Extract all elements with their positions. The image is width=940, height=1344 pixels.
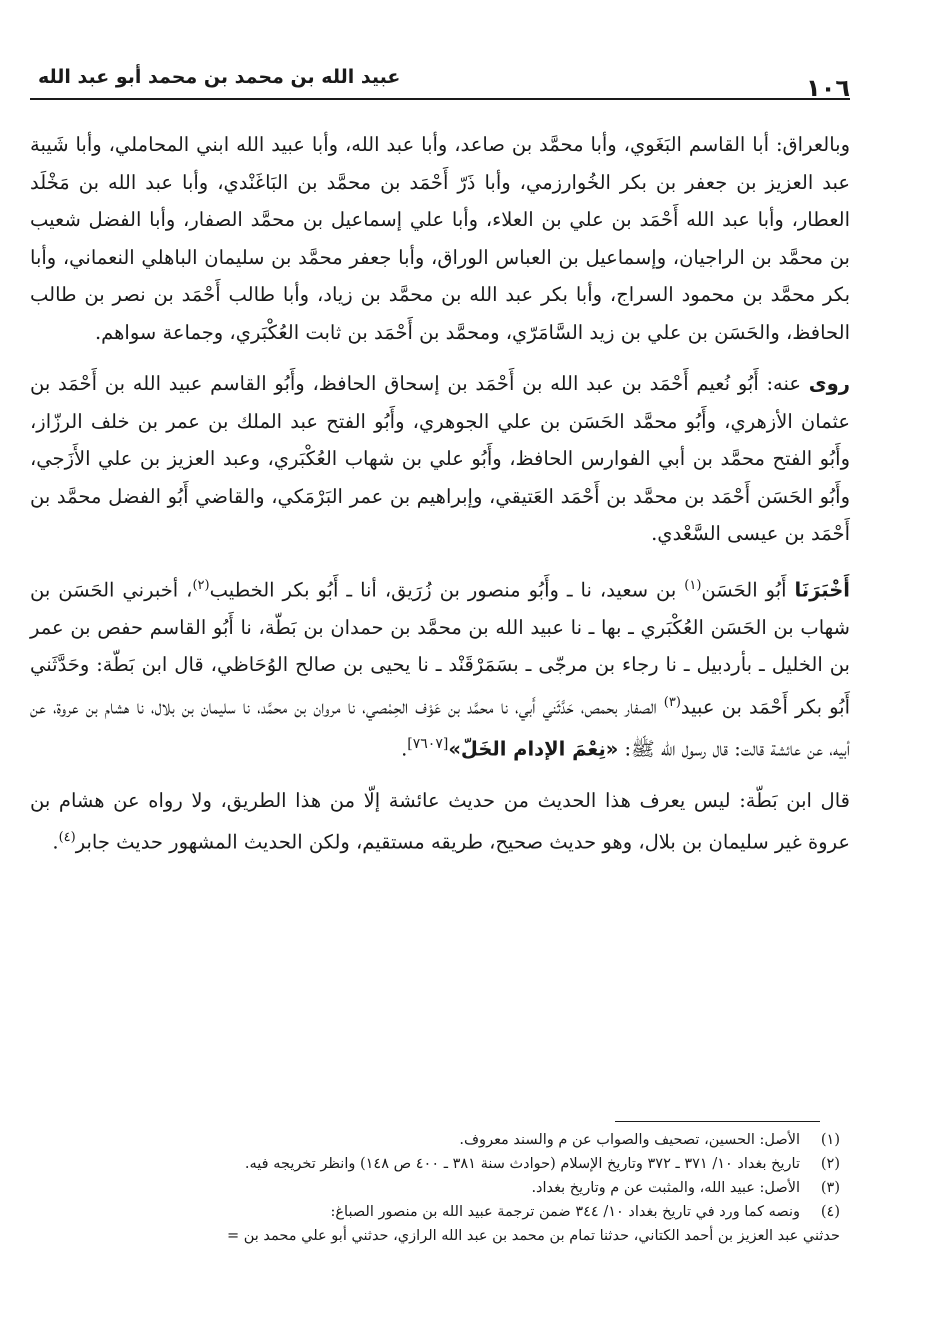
page-header bbox=[30, 52, 850, 100]
hadith-text: «نِعْمَ الإدام الخَلّ» bbox=[448, 737, 619, 760]
paragraph-text: بن سعيد، نا ـ وأَبُو منصور بن زُرَيق، أنا ـ أَبُو بكر الخطيب bbox=[209, 578, 685, 601]
paragraph-text: ، أخبرني الحَسَن بن شهاب بن الحَسَن العُكْبَري ـ بها ـ نا عبيد الله بن محمَّد بن حمدان بن بَطّة، نا أَبُو القاسم حفص بن عمر بن الخليل ـ بأردبيل ـ نا رجاء بن مرجّى ـ بسَمَرْقَنْد ـ نا يحيى بن صالح الوُحَاظي، قال ابن بَطّة: وحَدَّثَني أَبُو بكر أَحْمَد بن عبيد bbox=[30, 578, 850, 718]
footnote-marker-4[interactable]: (٤) bbox=[58, 830, 76, 845]
footnote-number: (١) bbox=[820, 1132, 840, 1148]
footnote-marker-3[interactable]: (٣) bbox=[663, 694, 681, 710]
paragraph-text: أَبُو الحَسَن bbox=[701, 578, 795, 601]
hadith-number: [٧٦٠٧] bbox=[407, 735, 449, 752]
main-text bbox=[30, 126, 850, 871]
footnote-text: الأصل: الحسين، تصحيف والصواب عن م والسند معروف. bbox=[459, 1132, 800, 1148]
footnote-text: ونصه كما ورد في تاريخ بغداد ١٠/ ٣٤٤ ضمن ترجمة عبيد الله بن منصور الصباغ: bbox=[330, 1204, 800, 1220]
paragraph-narrators bbox=[30, 365, 850, 553]
paragraph-lead: روى bbox=[808, 372, 850, 395]
paragraph-end: . bbox=[401, 737, 408, 760]
footnote-number: (٤) bbox=[820, 1204, 840, 1220]
paragraph-teachers: وبالعراق: أبا القاسم البَغَوي، وأبا محمَّد بن صاعد، وأبا عبد الله، وأبا عبيد الله ابني المحاملي، وأبا شَيبة عبد العزيز بن جعفر بن بكر الخُوارزمي، وأبا ذَرّ أَحْمَد بن محمَّد بن البَاغَنْدي، وأبا عبد الله بن مَخْلَد العطار، وأبا عبد الله أَحْمَد بن علي بن العلاء، وأبا علي إسماعيل بن محمَّد الصفار، وأبا الفضل شعيب بن محمَّد بن الراجيان، وإسماعيل بن العباس الوراق، وأبا جعفر محمَّد بن سليمان الباهلي النعماني، وأبا بكر محمَّد بن محمود السراج، وأبا بكر عبد الله بن محمَّد بن زياد، وأبا طالب أَحْمَد بن نصر بن طالب الحافظ، والحَسَن بن علي بن زيد السَّامَرّي، ومحمَّد بن أَحْمَد بن ثابت العُكْبَري، وجماعة سواهم. bbox=[30, 133, 850, 344]
footnote-text: الأصل: عبيد الله، والمثبت عن م وتاريخ بغداد. bbox=[531, 1180, 800, 1196]
page-number: ١٠٦ bbox=[806, 74, 850, 102]
footnote-divider bbox=[615, 1121, 820, 1122]
paragraph-text: عنه: أَبُو نُعيم أَحْمَد بن عبد الله بن أَحْمَد بن إسحاق الحافظ، وأَبُو القاسم عبيد الله بن أَحْمَد بن عثمان الأزهري، وأَبُو محمَّد الحَسَن بن علي الجوهري، وأَبُو الفتح عبد الملك بن عمر بن خلف الرزّاز، وأَبُو الفتح محمَّد بن أبي الفوارس الحافظ، وأَبُو علي بن شهاب العُكْبَري، وعبد العزيز بن علي الأَزَجي، وأَبُو الحَسَن أَحْمَد بن محمَّد بن أَحْمَد العَتيقي، وإبراهيم بن عمر البَرْمَكي، والقاضي أَبُو الفضل محمَّد بن أَحْمَد بن عيسى السَّعْدي. bbox=[30, 372, 850, 545]
paragraph-lead: أَخْبَرَنَا bbox=[794, 578, 850, 601]
footnote-item bbox=[10, 1176, 840, 1200]
paragraph-end: . bbox=[52, 830, 59, 854]
paragraph-isnad bbox=[30, 567, 850, 768]
footnotes bbox=[10, 1128, 840, 1248]
footnote-item bbox=[10, 1152, 840, 1176]
footnote-number: (٣) bbox=[820, 1180, 840, 1196]
running-title: عبيد الله بن محمد بن محمد أبو عبد الله bbox=[38, 66, 401, 88]
paragraph-text: قال ابن بَطّة: ليس يعرف هذا الحديث من حديث عائشة إلّا من هذا الطريق، ولا رواه عن هشام بن عروة غير سليمان بن بلال، وهو حديث صحيح، طريقه مستقيم، ولكن الحديث المشهور حديث جابر bbox=[30, 788, 850, 854]
paragraph-text: الصفار بحمص، حَدَّثَني أَبي، نا محمَّد بن عَوْف الحِمْصي، نا مروان بن محمَّد، نا سليمان بن بلال، نا هشام بن عروة، عن أبيه، عن عائشة قالت: قال رسول الله ﷺ: bbox=[30, 695, 850, 760]
footnote-marker-2[interactable]: (٢) bbox=[192, 577, 210, 593]
footnote-item bbox=[10, 1128, 840, 1152]
footnote-text: تاريخ بغداد ١٠/ ٣٧١ ـ ٣٧٢ وتاريخ الإسلام (حوادث سنة ٣٨١ ـ ٤٠٠ ص ١٤٨) وانظر تخريجه فيه. bbox=[244, 1156, 800, 1172]
footnote-marker-1[interactable]: (١) bbox=[684, 577, 702, 593]
paragraph-commentary bbox=[30, 782, 850, 862]
footnote-continuation: حدثني عبد العزيز بن أحمد الكتاني، حدثنا تمام بن محمد بن عبد الله الرازي، حدثني أبو علي محمد بن = bbox=[226, 1228, 840, 1244]
footnote-item bbox=[10, 1200, 840, 1224]
footnote-number: (٢) bbox=[820, 1156, 840, 1172]
